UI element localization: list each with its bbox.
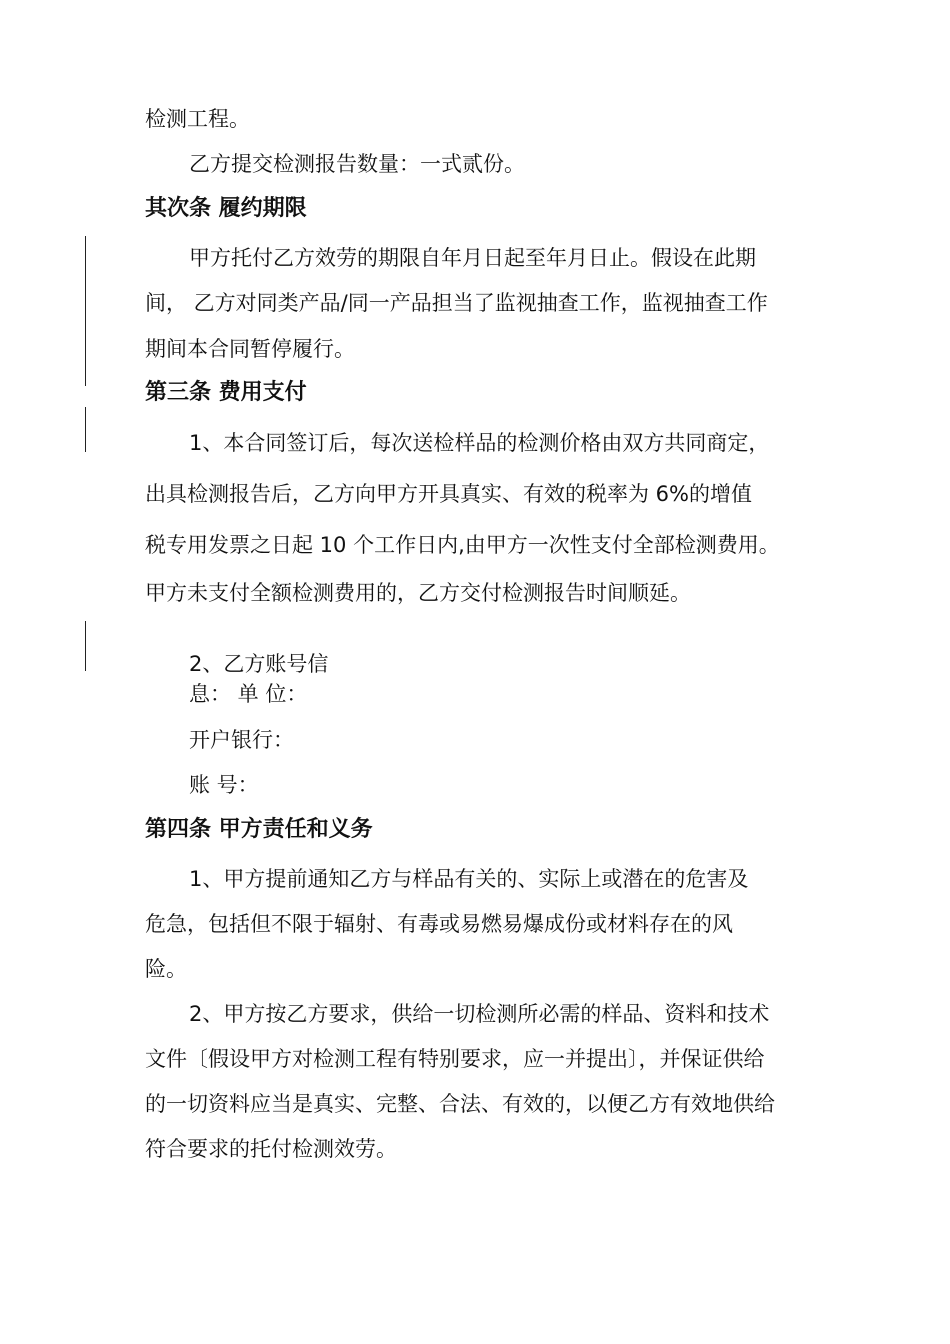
text-line: 出具检测报告后，乙方向甲方开具真实、有效的税率为 6%的增值 — [145, 482, 752, 506]
text-line: 险。 — [145, 957, 187, 981]
text-line: 账 号： — [189, 773, 259, 797]
text-line: 2、乙方账号信 — [189, 652, 329, 676]
text-line: 甲方未支付全额检测费用的，乙方交付检测报告时间顺延。 — [145, 581, 691, 605]
text-line: 的一切资料应当是真实、完整、合法、有效的，以便乙方有效地供给 — [145, 1092, 775, 1116]
revision-bar — [85, 407, 86, 452]
text-line: 2、甲方按乙方要求，供给一切检测所必需的样品、资料和技术 — [189, 1002, 770, 1026]
text-line: 文件〔假设甲方对检测工程有特别要求，应一并提出〕，并保证供给 — [145, 1047, 765, 1071]
text-line: 开户银行： — [189, 728, 294, 752]
text-line: 1、甲方提前通知乙方与样品有关的、实际上或潜在的危害及 — [189, 867, 749, 891]
text-line: 危急，包括但不限于辐射、有毒或易燃易爆成份或材料存在的风 — [145, 912, 733, 936]
text-line: 检测工程。 — [145, 107, 250, 131]
section-heading: 第四条 甲方责任和义务 — [145, 817, 373, 842]
text-line: 期间本合同暂停履行。 — [145, 337, 355, 361]
section-heading: 其次条 履约期限 — [145, 196, 307, 221]
text-line: 甲方托付乙方效劳的期限自年月日起至年月日止。假设在此期 — [189, 246, 756, 270]
text-line: 符合要求的托付检测效劳。 — [145, 1137, 397, 1161]
revision-bar — [85, 621, 86, 671]
text-line: 税专用发票之日起 10 个工作日内,由甲方一次性支付全部检测费用。 — [145, 533, 780, 557]
revision-bar — [85, 236, 86, 386]
text-line: 间， 乙方对同类产品/同一产品担当了监视抽查工作，监视抽查工作 — [145, 291, 768, 315]
text-line: 1、本合同签订后，每次送检样品的检测价格由双方共同商定， — [189, 431, 770, 455]
text-line: 乙方提交检测报告数量：一式贰份。 — [189, 152, 525, 176]
text-line: 息： 单 位： — [189, 682, 308, 706]
section-heading: 第三条 费用支付 — [145, 380, 307, 405]
